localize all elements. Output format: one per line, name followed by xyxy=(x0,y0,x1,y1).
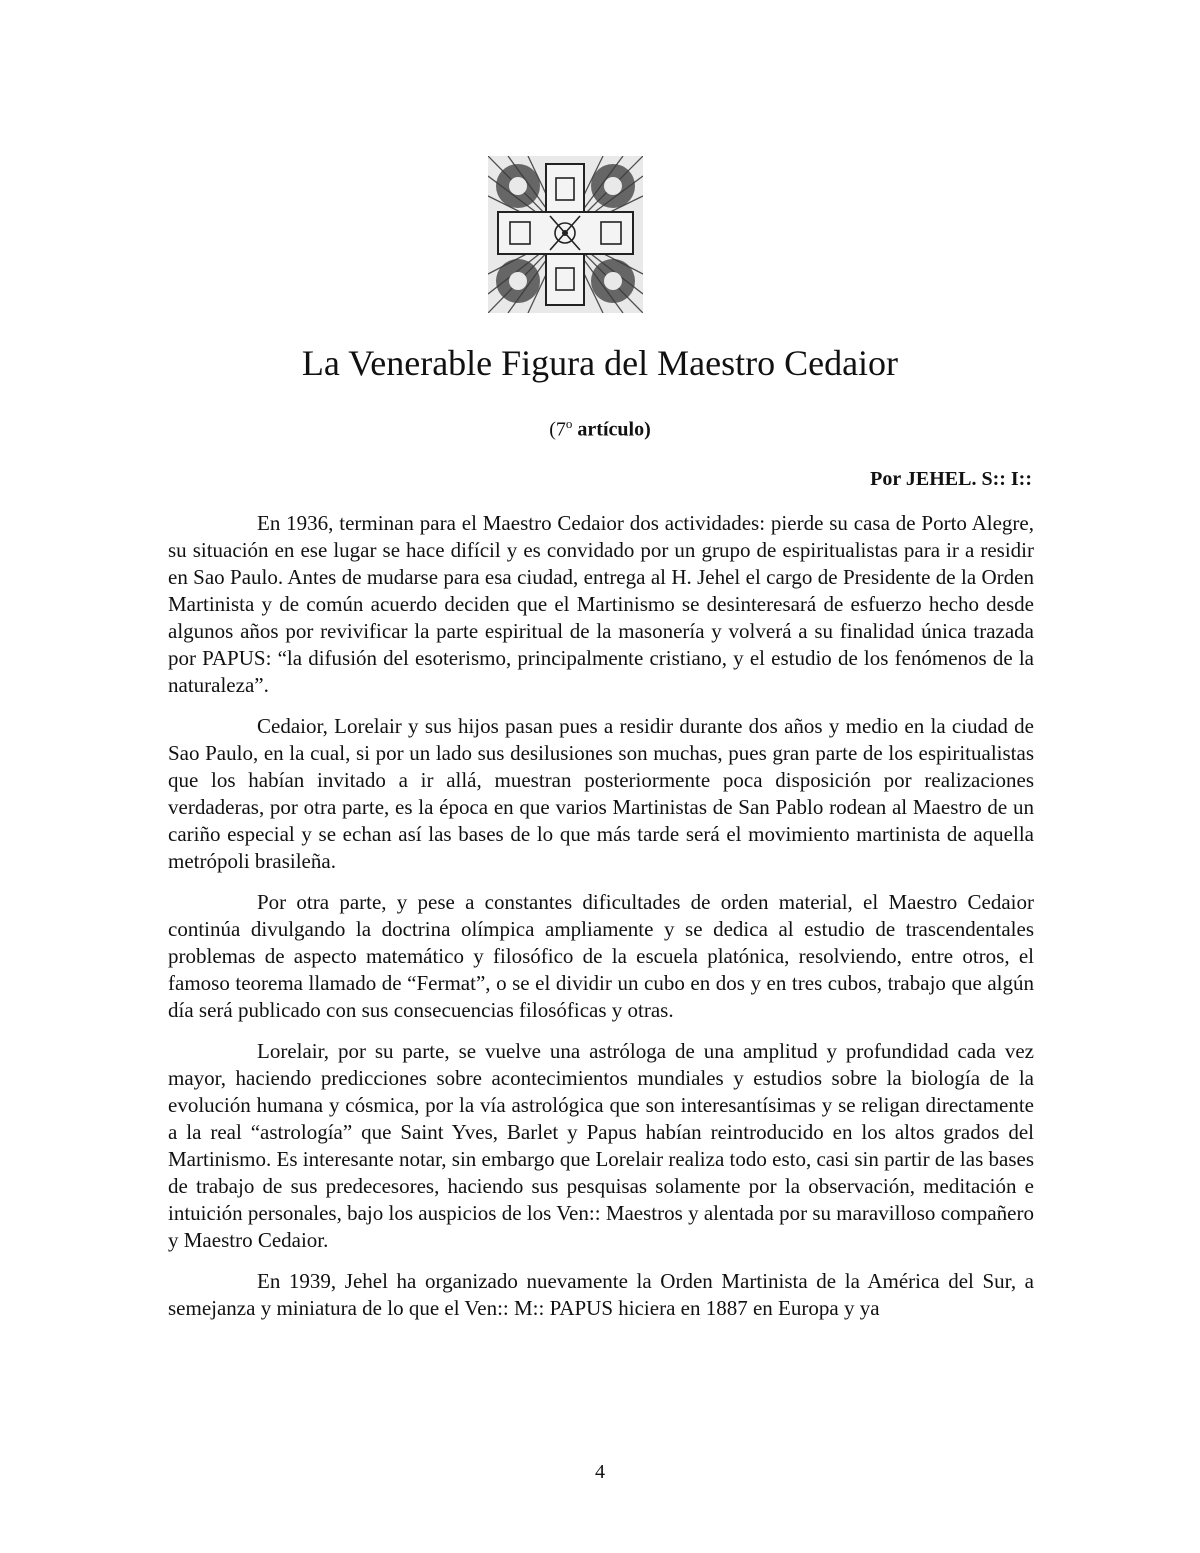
article-body xyxy=(168,510,1034,1336)
subtitle-open: (7 xyxy=(549,418,566,441)
paragraph: Cedaior, Lorelair y sus hijos pasan pues a residir durante dos años y medio en la ciudad de Sao Paulo, en la cual, si por un lado sus desilusiones son muchas, pues gran parte de los espiritualistas que los habían invitado a ir allá, muestran posteriormente poca disposición por realizaciones verdaderas, por otra parte, es la época en que varios Martinistas de San Pablo rodean al Maestro de un cariño especial y se echan así las bases de lo que más tarde será el movimiento martinista de aquella metrópoli brasileña. xyxy=(168,714,1034,873)
page-title: La Venerable Figura del Maestro Cedaior xyxy=(301,343,899,383)
martinist-cross-emblem-icon xyxy=(488,156,643,313)
paragraph: Lorelair, por su parte, se vuelve una astróloga de una amplitud y profundidad cada vez mayor, haciendo predicciones sobre acontecimientos mundiales y estudios sobre la biología de la evolución humana y cósmica, por la vía astrológica que son interesantísimas y se religan directamente a la real “astrología” que Saint Yves, Barlet y Papus habían reintroducido en los altos grados del Martinismo. Es interesante notar, sin embargo que Lorelair realiza todo esto, casi sin partir de las bases de trabajo de sus predecesores, haciendo sus pesquisas solamente por la observación, meditación e intuición personales, bajo los auspicios de los Ven:: Maestros y alentada por su maravilloso compañero y Maestro Cedaior. xyxy=(168,1039,1034,1252)
subtitle-ordinal: o xyxy=(565,416,573,431)
paragraph: Por otra parte, y pese a constantes dificultades de orden material, el Maestro Cedaior continúa divulgando la doctrina olímpica ampliamente y se dedica al estudio de trascendentales problemas de aspecto matemático y filosófico de la escuela platónica, resolviendo, entre otros, el famoso teorema llamado de “Fermat”, o se el dividir un cubo en dos y en tres cubos, trabajo que algún día será publicado con sus consecuencias filosóficas y otras. xyxy=(168,890,1034,1022)
author-byline: Por JEHEL. S:: I:: xyxy=(870,468,1032,490)
paragraph: En 1936, terminan para el Maestro Cedaior dos actividades: pierde su casa de Porto Alegre, su situación en ese lugar se hace difícil y es convidado por un grupo de espiritualistas para ir a residir en Sao Paulo. Antes de mudarse para esa ciudad, entrega al H. Jehel el cargo de Presidente de la Orden Martinista y de común acuerdo deciden que el Martinismo se desinteresará de esfuerzo hecho desde algunos años por revivificar la parte espiritual de la masonería y volverá a su finalidad única trazada por PAPUS: “la difusión del esoterismo, principalmente cristiano, y el estudio de los fenómenos de la naturaleza”. xyxy=(168,511,1034,697)
article-number xyxy=(0,410,1200,444)
paragraph: En 1939, Jehel ha organizado nuevamente la Orden Martinista de la América del Sur, a semejanza y miniatura de lo que el Ven:: M:: PAPUS hiciera en 1887 en Europa y ya xyxy=(168,1269,1034,1320)
page-number: 4 xyxy=(595,1461,605,1483)
subtitle-bold: artículo) xyxy=(577,418,651,441)
